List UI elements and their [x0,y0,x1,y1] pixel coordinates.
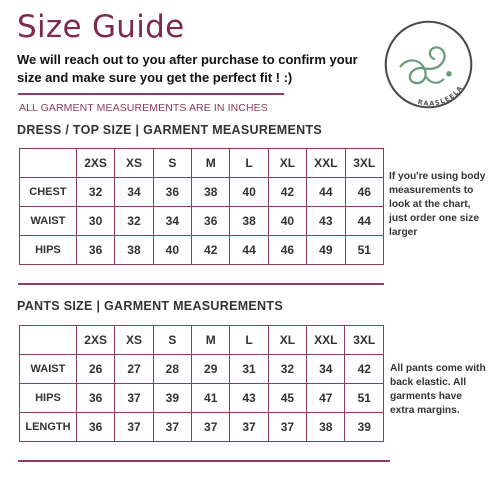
divider-middle [18,283,384,285]
size-header: XL [268,149,306,178]
table-cell: 44 [307,178,345,207]
table-cell: 37 [153,413,191,442]
size-header-row [20,149,384,178]
row-label: WAIST [20,207,77,236]
dress-size-table [19,148,384,265]
table-cell: 34 [153,207,191,236]
table-cell: 43 [230,384,268,413]
dress-side-note: If you're using body measurements to look at the chart, just order one size larger [389,171,486,238]
table-cell: 32 [76,178,114,207]
table-row [20,384,384,413]
table-cell: 42 [268,178,306,207]
size-header: 3XL [345,326,384,355]
table-cell: 39 [153,384,191,413]
size-header: M [192,149,230,178]
table-cell: 42 [345,355,384,384]
size-header: L [230,149,268,178]
table-row [20,207,384,236]
row-label: HIPS [20,236,77,265]
corner-cell [20,149,77,178]
size-header: XXL [307,326,345,355]
table-cell: 32 [115,207,153,236]
table-cell: 34 [307,355,345,384]
size-header: XS [115,149,153,178]
table-cell: 38 [307,413,345,442]
size-header-row [20,326,384,355]
table-cell: 41 [192,384,230,413]
intro-text: We will reach out to you after purchase to confirm your size and make sure you get the perfect fit ! :) [17,52,358,85]
row-label: LENGTH [20,413,77,442]
brand-name: RAASLEELA [416,83,465,108]
table-cell: 46 [345,178,383,207]
table-cell: 31 [230,355,268,384]
table-cell: 40 [268,207,306,236]
table-cell: 45 [268,384,306,413]
table-cell: 26 [76,355,114,384]
size-header: 2XS [76,326,114,355]
row-label: WAIST [20,355,77,384]
table-cell: 32 [268,355,306,384]
page-title: Size Guide [17,9,185,45]
table-cell: 37 [115,413,153,442]
table-cell: 36 [76,413,114,442]
size-header: S [153,326,191,355]
pants-side-note: All pants come with back elastic. All garments have extra margins. [390,363,486,416]
table-cell: 39 [345,413,384,442]
table-cell: 28 [153,355,191,384]
table-cell: 40 [230,178,268,207]
corner-cell [20,326,77,355]
dress-heading: DRESS / TOP SIZE | GARMENT MEASUREMENTS [17,123,323,137]
table-cell: 38 [192,178,230,207]
size-header: M [192,326,230,355]
table-cell: 30 [76,207,114,236]
size-header: XS [115,326,153,355]
measurement-note: ALL GARMENT MEASUREMENTS ARE IN INCHES [19,102,268,114]
size-header: 2XS [76,149,114,178]
pants-heading: PANTS SIZE | GARMENT MEASUREMENTS [17,299,283,313]
size-header: XXL [307,149,345,178]
table-cell: 37 [230,413,268,442]
table-cell: 47 [307,384,345,413]
table-row [20,355,384,384]
table-row [20,178,384,207]
table-cell: 36 [76,384,114,413]
table-cell: 29 [192,355,230,384]
svg-text:RAASLEELA [417,84,465,108]
table-cell: 43 [307,207,345,236]
table-cell: 51 [345,384,384,413]
table-cell: 37 [115,384,153,413]
table-cell: 51 [345,236,383,265]
size-header: S [153,149,191,178]
table-cell: 36 [76,236,114,265]
table-cell: 46 [268,236,306,265]
size-header: 3XL [345,149,383,178]
divider-bottom [18,460,390,462]
table-row [20,236,384,265]
raasleela-logo [382,18,475,111]
table-cell: 27 [115,355,153,384]
table-cell: 38 [115,236,153,265]
size-header: XL [268,326,306,355]
size-header: L [230,326,268,355]
table-cell: 36 [192,207,230,236]
pants-size-table [19,325,384,442]
table-cell: 40 [153,236,191,265]
table-cell: 42 [192,236,230,265]
divider-top [18,93,284,95]
table-cell: 49 [307,236,345,265]
table-cell: 36 [153,178,191,207]
table-cell: 44 [230,236,268,265]
table-cell: 44 [345,207,383,236]
table-cell: 37 [192,413,230,442]
table-row [20,413,384,442]
row-label: CHEST [20,178,77,207]
table-cell: 37 [268,413,306,442]
table-cell: 38 [230,207,268,236]
row-label: HIPS [20,384,77,413]
table-cell: 34 [115,178,153,207]
